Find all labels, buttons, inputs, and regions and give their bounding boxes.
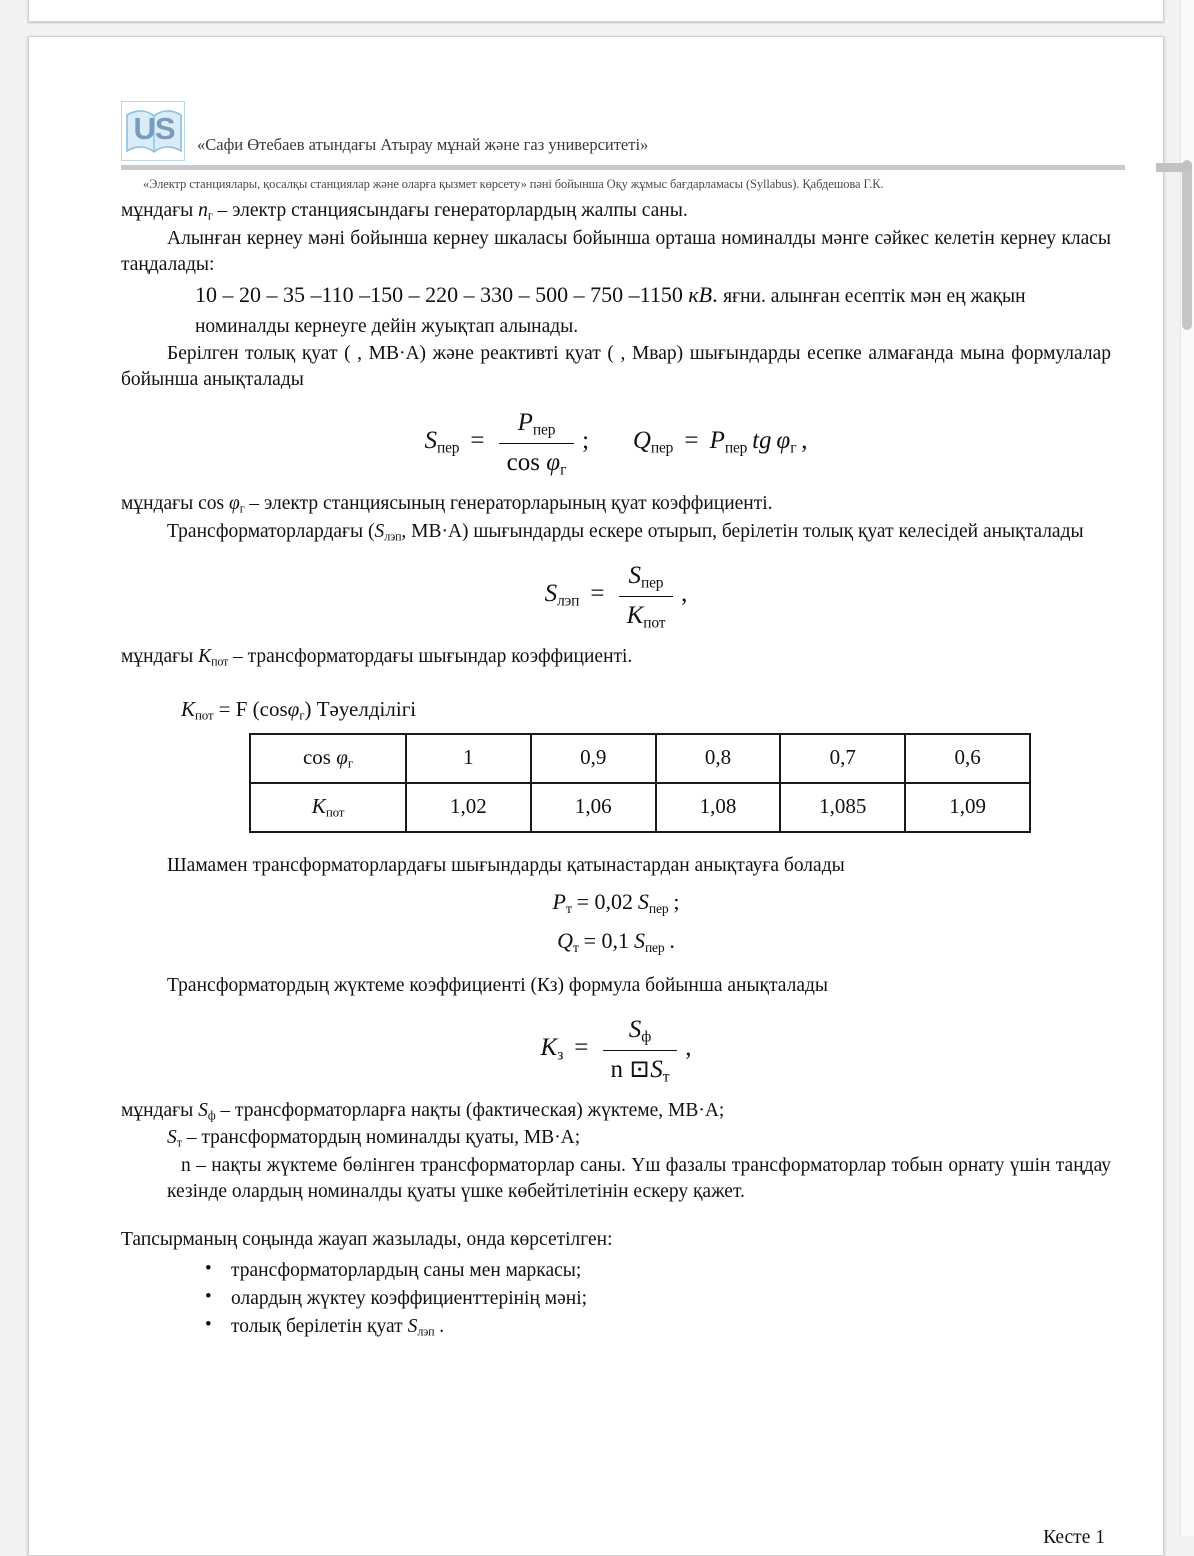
table-cell: 0,6 — [905, 734, 1030, 783]
p5-a: Трансформаторлардағы ( — [167, 521, 375, 543]
table-row-header-kpot — [250, 783, 406, 832]
formula1-separator: ; — [582, 427, 590, 455]
cos-label: cos — [302, 745, 331, 770]
table-caption-lhs: $K_{пот}$ — [181, 696, 214, 723]
formula4-lhs: $Q_т$ — [557, 927, 579, 955]
formula5-numerator: $S_ф$ — [603, 1013, 678, 1051]
k-pot-table — [249, 733, 1031, 833]
list-item: • трансформаторлардың саны мен маркасы; — [205, 1257, 1111, 1285]
p5-variable: $S_{лэп}$ — [374, 521, 402, 544]
p10-variable: $S_т$ — [167, 1127, 182, 1150]
course-header: «Электр станциялары, қосалқы станциялар және оларға қызмет көрсету» пәні бойынша Оқу жұмыс бағдарламасы (Syllabus). Қабдешова Г.К. — [143, 177, 884, 191]
formula2-tail: , — [681, 580, 688, 608]
paragraph-approximate-losses: Шамамен трансформаторлардағы шығындарды қатынастардан анықтауға болады — [167, 854, 845, 876]
table-cell: 1 — [406, 734, 531, 783]
p4-prefix: мұндағы — [121, 493, 194, 515]
p1-variable: $n_г$ — [198, 200, 213, 223]
answer-bullet-list — [121, 1257, 1111, 1340]
formula5-equals: = — [568, 1033, 595, 1061]
paragraph-s-f — [121, 1098, 1111, 1124]
table-cell: 1,085 — [780, 783, 905, 832]
formula1-equals: = — [464, 427, 491, 455]
formula1-rhs-a: $P_{пер}$ — [709, 427, 748, 457]
scrollbar-thumb[interactable] — [1182, 160, 1192, 330]
p9-prefix: мұндағы — [121, 1099, 194, 1121]
formula4-eq: = 0,1 — [583, 927, 630, 953]
table-row — [250, 734, 1030, 783]
table-row — [250, 783, 1030, 832]
voltage-tail-text: яғни. алынған есептік мән ең жақын номиналды кернеуге дейін жуықтап алынады. — [195, 285, 1026, 337]
p6-rest: – трансформатордағы шығындар коэффициенті. — [233, 646, 633, 668]
list-item — [205, 1313, 1111, 1341]
formula-p-t — [121, 887, 1111, 918]
paragraph-k-pot — [121, 644, 1111, 670]
table-caption — [121, 696, 1111, 724]
university-name: «Сафи Өтебаев атындағы Атырау мұнай және газ университеті» — [197, 135, 649, 154]
p1-rest: – электр станциясындағы генераторлардың жалпы саны. — [217, 200, 688, 221]
table-caption-eq: = F (cos — [218, 696, 288, 721]
p5-b: , МВ·А) шығындарды ескере отырып, берілетін толық қуат келесідей анықталады — [401, 521, 1084, 543]
table-caption-word: Тәуелділігі — [316, 696, 417, 721]
formula4-rhs: $S_{пер}$ — [633, 927, 665, 955]
table-cell: 1,06 — [531, 783, 656, 832]
formula2-numerator: $S_{пер}$ — [619, 559, 674, 597]
formula1-tail: , — [801, 427, 808, 455]
formula5-tail: , — [685, 1033, 692, 1061]
formula-s-per — [121, 406, 1111, 481]
table-cell: 0,8 — [656, 734, 781, 783]
bullet3-text: толық берілетін қуат — [231, 1315, 403, 1337]
formula3-eq: = 0,02 — [576, 888, 634, 914]
voltage-unit: кВ — [688, 281, 713, 307]
paragraph-s-t — [121, 1125, 1111, 1151]
vertical-scrollbar[interactable] — [1180, 0, 1194, 1536]
bullet3-variable: $S_{лэп}$ — [407, 1315, 435, 1338]
voltage-scale-line — [121, 280, 1111, 340]
formula2-lhs: $S_{лэп}$ — [544, 580, 580, 610]
formula1-denominator: $\cos \varphi_г$ — [506, 449, 567, 479]
p4-expression: $\cos \varphi_г$ — [198, 493, 245, 516]
table-cell: 0,9 — [531, 734, 656, 783]
paragraph-voltage-class: Алынған кернеу мәні бойынша кернеу шкаласы бойынша орташа номиналды мәнге сәйкес келетін кернеу класы таңдалады: — [121, 227, 1111, 275]
paragraph-cos-phi — [121, 491, 1111, 517]
logo-text: US — [133, 111, 175, 146]
formula2-equals: = — [584, 580, 611, 608]
paragraph-n-count: n – нақты жүктеме бөлінген трансформаторлар саны. Үш фазалы трансформаторлар тобын орнату үшін таңдау кезінде олардың номиналды қуаты үшке көбейтілетінін ескеру қажет. — [167, 1155, 1111, 1203]
paragraph-answer-intro: Тапсырманың соңында жауап жазылады, онда көрсетілген: — [121, 1229, 613, 1251]
formula1-rhs-op: tg — [752, 427, 772, 455]
table-row-header-cos — [250, 734, 406, 783]
list-item: • олардың жүктеу коэффициенттерінің мәні; — [205, 1285, 1111, 1313]
formula4-tail: . — [669, 927, 675, 953]
formula2-fraction — [619, 559, 674, 634]
table-caption-close: ) — [304, 696, 312, 721]
k-pot-symbol: $K_{пот}$ — [311, 794, 345, 821]
formula1-rhs-equals: = — [678, 427, 705, 455]
p9-rest: – трансформаторларға нақты (фактическая) жүктеме, МВ·А; — [220, 1099, 725, 1121]
p10-rest: – трансформатордың номиналды қуаты, МВ·А; — [186, 1127, 581, 1149]
formula-s-lep — [121, 559, 1111, 634]
p1-prefix: мұндағы — [121, 200, 194, 221]
paragraph-full-power: Берілген толық қуат ( , МВ·А) және реактивті қуат ( , Мвар) шығындарды есепке алмағанда мына формулалар бойынша анықталады — [121, 342, 1111, 390]
table-cell: 1,02 — [406, 783, 531, 832]
table-cell: 0,7 — [780, 734, 905, 783]
formula1-numerator: $P_{пер}$ — [499, 406, 575, 444]
previous-page-edge — [28, 0, 1164, 22]
formula3-rhs: $S_{пер}$ — [637, 888, 669, 916]
formula3-tail: ; — [673, 888, 680, 914]
document-page — [28, 36, 1164, 1556]
formula5-lhs: $K_з$ — [540, 1033, 564, 1063]
university-logo — [121, 101, 185, 161]
table-caption-var: $\varphi_г$ — [287, 696, 305, 723]
paragraph-load-coefficient: Трансформатордың жүктеме коэффициенті (Кз) формула бойынша анықталады — [167, 974, 829, 996]
formula5-fraction — [603, 1013, 678, 1088]
formula1-rhs-b: $\varphi_г$ — [776, 427, 797, 457]
formula1-rhs-lhs: $Q_{пер}$ — [632, 427, 674, 457]
formula2-denominator: $K_{пот}$ — [626, 602, 666, 632]
formula-k-z — [121, 1013, 1111, 1088]
document-body — [121, 198, 1111, 1340]
paragraph-n-definition — [121, 198, 1111, 224]
p6-variable: $K_{пот}$ — [198, 646, 229, 669]
missing-glyph-box: ⊡ — [629, 1055, 651, 1083]
formula1-lhs: $S_{пер}$ — [424, 427, 460, 457]
phi-symbol: $\varphi_г$ — [336, 745, 353, 772]
table-number-label: Кесте 1 — [1043, 1527, 1105, 1548]
p4-rest: – электр станциясының генераторларының қуат коэффициенті. — [249, 493, 773, 515]
voltage-scale-values: 10 – 20 – 35 –110 –150 – 220 – 330 – 500 – 750 –1150 — [195, 281, 683, 307]
table-cell: 1,09 — [905, 783, 1030, 832]
paragraph-transformer-losses — [121, 519, 1111, 545]
table-cell: 1,08 — [656, 783, 781, 832]
scroll-position-marker — [1156, 163, 1192, 172]
bullet3-tail: . — [439, 1315, 445, 1337]
formula3-lhs: $P_т$ — [552, 888, 572, 916]
formula1-fraction — [499, 406, 575, 481]
p6-prefix: мұндағы — [121, 646, 194, 668]
p9-variable: $S_ф$ — [198, 1099, 216, 1122]
formula-q-t — [121, 926, 1111, 957]
voltage-period: . — [712, 281, 718, 307]
letterhead — [121, 95, 1111, 161]
formula5-denominator: n $⊡S_т$ — [610, 1055, 670, 1085]
